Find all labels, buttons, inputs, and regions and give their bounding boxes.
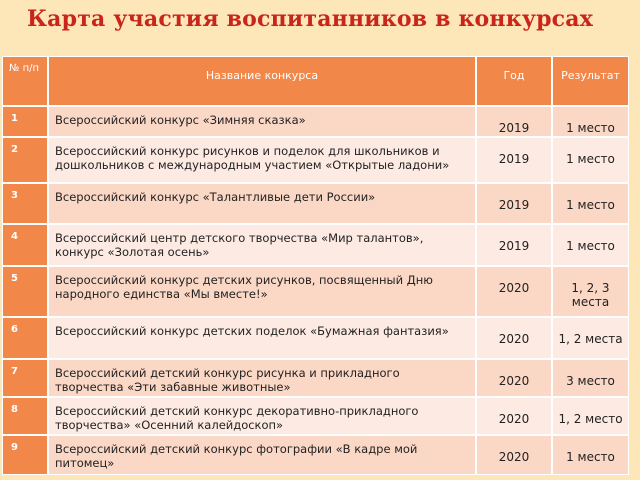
row-year: 2019 xyxy=(476,183,552,224)
row-result: 1 место xyxy=(552,183,629,224)
row-name: Всероссийский конкурс «Талантливые дети России» xyxy=(48,183,476,224)
row-name: Всероссийский центр детского творчества «Мир талантов», конкурс «Золотая осень» xyxy=(48,224,476,266)
row-num: 8 xyxy=(2,397,48,435)
header-year: Год xyxy=(476,56,552,106)
row-result: 1, 2 место xyxy=(552,397,629,435)
row-num: 9 xyxy=(2,435,48,475)
row-result: 3 место xyxy=(552,359,629,397)
table-header-row xyxy=(2,56,629,106)
table-row xyxy=(2,183,629,224)
row-name: Всероссийский детский конкурс фотографии «В кадре мой питомец» xyxy=(48,435,476,475)
row-num: 1 xyxy=(2,106,48,137)
table-row xyxy=(2,397,629,435)
table-row xyxy=(2,317,629,359)
row-num: 7 xyxy=(2,359,48,397)
row-year: 2019 xyxy=(476,137,552,183)
row-year: 2019 xyxy=(476,224,552,266)
row-result: 1 место xyxy=(552,137,629,183)
table-row xyxy=(2,137,629,183)
row-name: Всероссийский конкурс детских рисунков, посвященный Дню народного единства «Мы вместе!» xyxy=(48,266,476,317)
row-year: 2020 xyxy=(476,266,552,317)
row-year: 2020 xyxy=(476,435,552,475)
row-result: 1 место xyxy=(552,435,629,475)
row-num: 3 xyxy=(2,183,48,224)
row-num: 5 xyxy=(2,266,48,317)
row-year: 2020 xyxy=(476,359,552,397)
row-year: 2020 xyxy=(476,317,552,359)
row-year: 2020 xyxy=(476,397,552,435)
header-result: Результат xyxy=(552,56,629,106)
table-row xyxy=(2,359,629,397)
table-row xyxy=(2,224,629,266)
row-num: 6 xyxy=(2,317,48,359)
page-title: Карта участия воспитанников в конкурсах xyxy=(26,6,594,32)
table-row xyxy=(2,266,629,317)
row-num: 2 xyxy=(2,137,48,183)
row-name: Всероссийский конкурс рисунков и поделок для школьников и дошкольников с международным участием «Открытые ладони» xyxy=(48,137,476,183)
row-name: Всероссийский детский конкурс декоративно-прикладного творчества» «Осенний калейдоскоп» xyxy=(48,397,476,435)
row-result: 1 место xyxy=(552,224,629,266)
row-name: Всероссийский конкурс «Зимняя сказка» xyxy=(48,106,476,137)
table-row xyxy=(2,106,629,137)
header-num: № п/п xyxy=(2,56,48,106)
row-result: 1 место xyxy=(552,106,629,137)
row-name: Всероссийский детский конкурс рисунка и прикладного творчества «Эти забавные животные» xyxy=(48,359,476,397)
header-name: Название конкурса xyxy=(48,56,476,106)
contest-table xyxy=(2,56,629,475)
row-result: 1, 2 места xyxy=(552,317,629,359)
row-num: 4 xyxy=(2,224,48,266)
row-result: 1, 2, 3 места xyxy=(552,266,629,317)
table-row xyxy=(2,435,629,475)
row-name: Всероссийский конкурс детских поделок «Бумажная фантазия» xyxy=(48,317,476,359)
row-year: 2019 xyxy=(476,106,552,137)
